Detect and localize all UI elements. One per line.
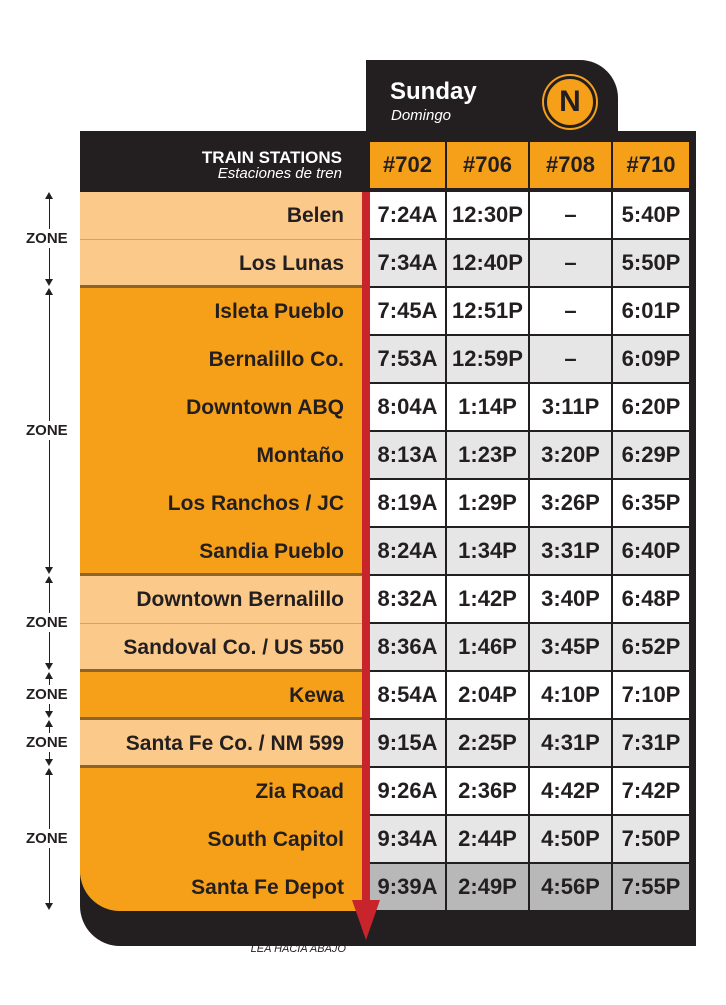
departure-time: 9:15A (370, 720, 445, 766)
departure-time: 7:10P (613, 672, 689, 718)
departure-time: 6:52P (613, 624, 689, 670)
zone-arrow-down-icon (45, 759, 53, 766)
departure-time: 1:14P (447, 384, 528, 430)
departure-time: 8:36A (370, 624, 445, 670)
departure-time: 8:32A (370, 576, 445, 622)
departure-time: 4:31P (530, 720, 611, 766)
departure-time: 2:36P (447, 768, 528, 814)
departure-time: 7:55P (613, 864, 689, 910)
departure-time: 7:53A (370, 336, 445, 382)
zone-arrow-up-icon (45, 288, 53, 295)
zone-arrow-down-icon (45, 567, 53, 574)
station-name: Zia Road (80, 768, 362, 815)
station-name: Bernalillo Co. (80, 336, 362, 383)
stations-header-subtitle: Estaciones de tren (217, 165, 342, 182)
zone-label: ZONE (26, 230, 68, 247)
station-name: Isleta Pueblo (80, 288, 362, 335)
zone-arrow-down-icon (45, 711, 53, 718)
departure-time: 2:49P (447, 864, 528, 910)
departure-time: 6:40P (613, 528, 689, 574)
departure-time: 4:42P (530, 768, 611, 814)
station-name: Montaño (80, 432, 362, 479)
station-name: Los Ranchos / JC (80, 480, 362, 527)
station-name: Belen (80, 192, 362, 239)
departure-time: 3:26P (530, 480, 611, 526)
departure-time: 12:51P (447, 288, 528, 334)
departure-time: 8:19A (370, 480, 445, 526)
departure-time: 8:54A (370, 672, 445, 718)
station-name: South Capitol (80, 816, 362, 863)
station-name: Los Lunas (80, 240, 362, 287)
departure-time: 7:50P (613, 816, 689, 862)
day-tab (366, 60, 618, 140)
day-title: Sunday (390, 78, 477, 105)
departure-time: 4:10P (530, 672, 611, 718)
departure-time: 7:45A (370, 288, 445, 334)
stations-header-title: TRAIN STATIONS (201, 148, 342, 167)
zone-arrow-down-icon (45, 663, 53, 670)
station-name: Kewa (80, 672, 362, 719)
departure-time: 8:24A (370, 528, 445, 574)
departure-time: – (530, 192, 611, 238)
departure-time: 6:01P (613, 288, 689, 334)
departure-time: 8:13A (370, 432, 445, 478)
zone-arrow-up-icon (45, 576, 53, 583)
departure-time: 4:56P (530, 864, 611, 910)
departure-time: 1:23P (447, 432, 528, 478)
departure-time: 4:50P (530, 816, 611, 862)
departure-time: 3:40P (530, 576, 611, 622)
departure-time: – (530, 288, 611, 334)
departure-time: 12:59P (447, 336, 528, 382)
zone-label: ZONE (26, 614, 68, 631)
read-down-label: READ DOWN (230, 918, 350, 939)
train-header: #702 (370, 142, 445, 188)
train-header: #710 (613, 142, 689, 188)
departure-time: 3:45P (530, 624, 611, 670)
departure-time: – (530, 336, 611, 382)
departure-time: 1:46P (447, 624, 528, 670)
zone-arrow-up-icon (45, 768, 53, 775)
departure-time: 12:40P (447, 240, 528, 286)
departure-time: 7:42P (613, 768, 689, 814)
zone-arrow-up-icon (45, 720, 53, 727)
zone-label: ZONE (26, 422, 68, 439)
departure-time: 9:26A (370, 768, 445, 814)
departure-time: 9:39A (370, 864, 445, 910)
departure-time: 6:35P (613, 480, 689, 526)
departure-time: 2:44P (447, 816, 528, 862)
station-name: Downtown Bernalillo (80, 576, 362, 623)
departure-time: 6:20P (613, 384, 689, 430)
zone-label: ZONE (26, 830, 68, 847)
zone-arrow-down-icon (45, 279, 53, 286)
departure-time: 12:30P (447, 192, 528, 238)
departure-time: 5:50P (613, 240, 689, 286)
read-down-sublabel: LEA HACIA ABAJO (250, 943, 346, 955)
departure-time: 6:29P (613, 432, 689, 478)
departure-time: 5:40P (613, 192, 689, 238)
day-subtitle: Domingo (391, 107, 452, 124)
read-down-line (362, 192, 370, 900)
departure-time: 6:09P (613, 336, 689, 382)
departure-time: 2:04P (447, 672, 528, 718)
station-name: Sandoval Co. / US 550 (80, 624, 362, 671)
departure-time: 7:24A (370, 192, 445, 238)
departure-time: 1:34P (447, 528, 528, 574)
line-badge: N (544, 76, 596, 128)
read-down-arrow-icon (352, 900, 380, 940)
departure-time: 1:29P (447, 480, 528, 526)
departure-time: 9:34A (370, 816, 445, 862)
train-header: #708 (530, 142, 611, 188)
zone-arrow-down-icon (45, 903, 53, 910)
departure-time: 6:48P (613, 576, 689, 622)
zone-arrow-up-icon (45, 672, 53, 679)
departure-time: 7:31P (613, 720, 689, 766)
departure-time: 3:11P (530, 384, 611, 430)
station-name: Santa Fe Depot (80, 864, 362, 911)
zone-label: ZONE (26, 734, 68, 751)
zone-arrow-up-icon (45, 192, 53, 199)
station-name: Downtown ABQ (80, 384, 362, 431)
departure-time: 1:42P (447, 576, 528, 622)
departure-time: 2:25P (447, 720, 528, 766)
departure-time: 3:31P (530, 528, 611, 574)
zone-label: ZONE (26, 686, 68, 703)
station-name: Santa Fe Co. / NM 599 (80, 720, 362, 767)
departure-time: 8:04A (370, 384, 445, 430)
departure-time: 3:20P (530, 432, 611, 478)
station-name: Sandia Pueblo (80, 528, 362, 575)
train-header: #706 (447, 142, 528, 188)
departure-time: – (530, 240, 611, 286)
departure-time: 7:34A (370, 240, 445, 286)
